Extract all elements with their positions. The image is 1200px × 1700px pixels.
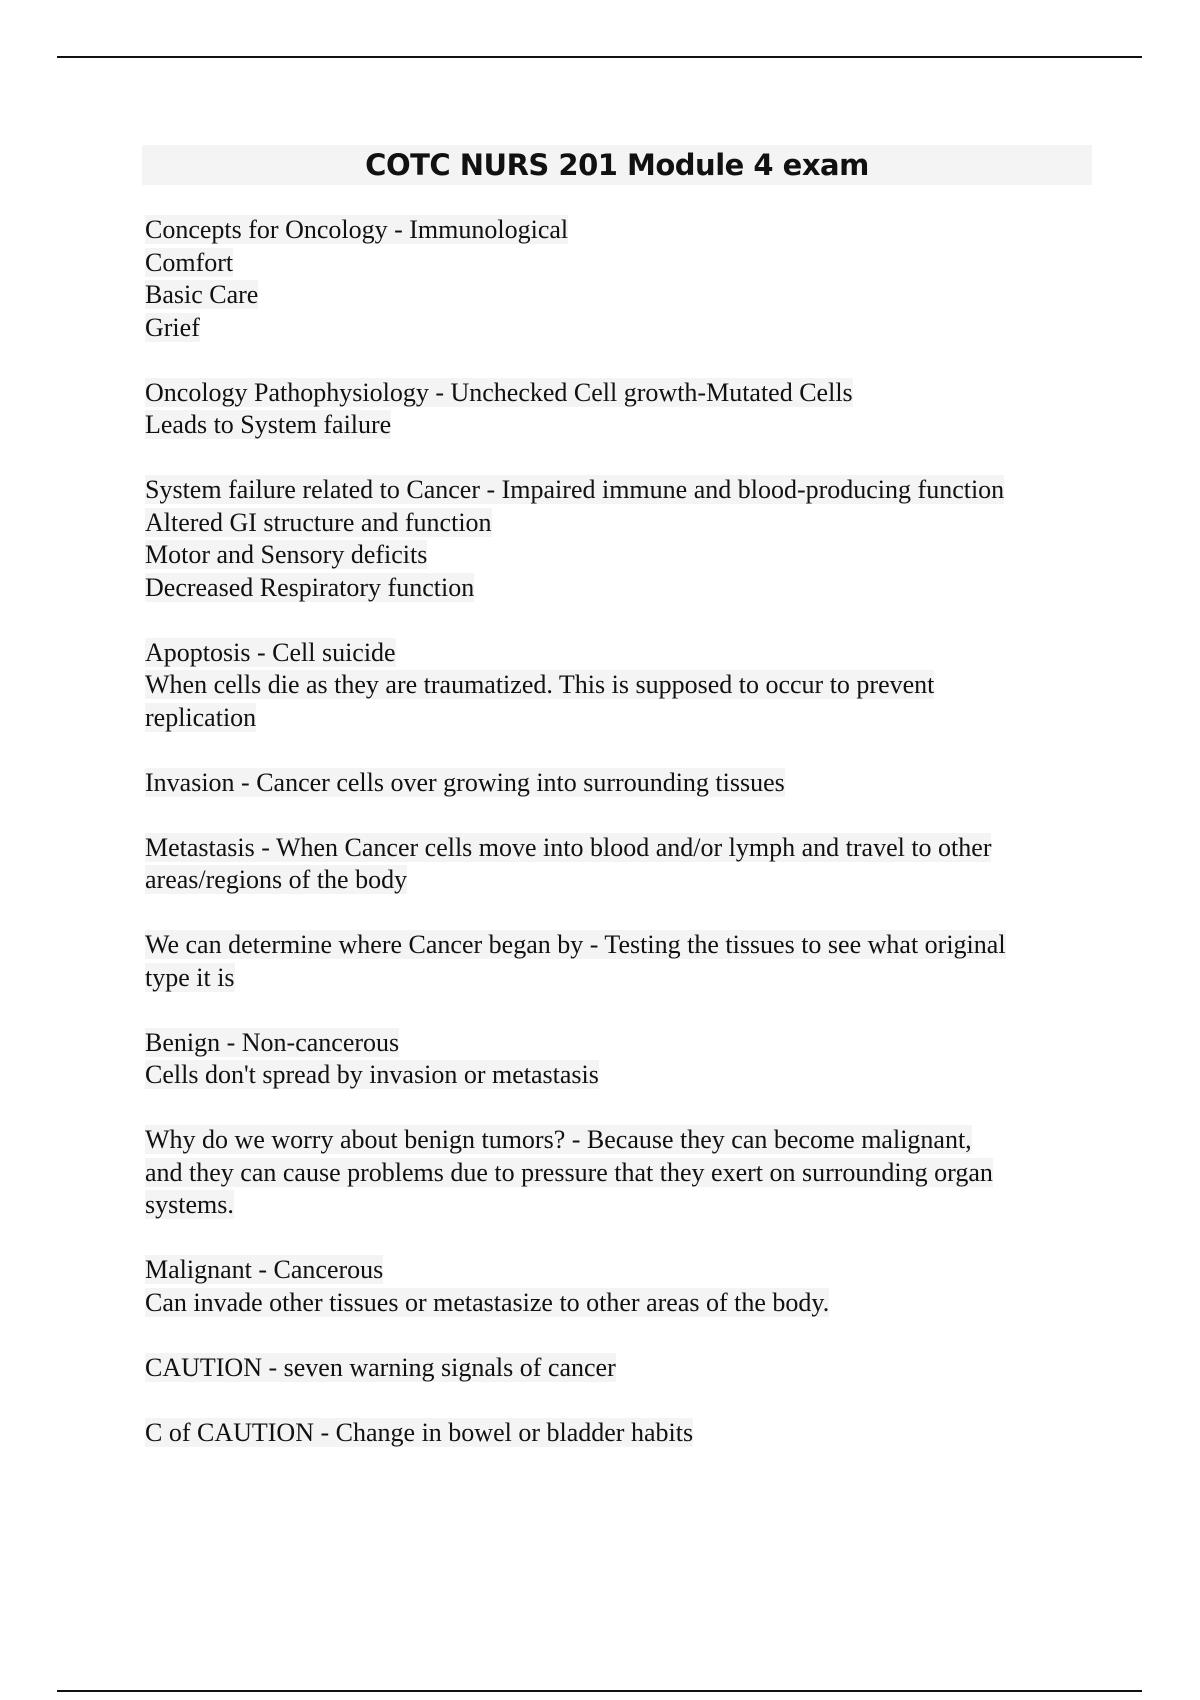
top-rule [57,56,1142,58]
entry-line: Metastasis - When Cancer cells move into blood and/or lymph and travel to other [145,832,992,862]
entry-line: areas/regions of the body [145,865,408,894]
entry-line: Why do we worry about benign tumors? - Because they can become malignant, [145,1125,972,1154]
entry-cancer-origin [145,929,1095,994]
entry-line: C of CAUTION - Change in bowel or bladder habits [145,1417,694,1447]
entry-line: We can determine where Cancer began by - Testing the tissues to see what original [145,930,1006,959]
entry-line: type it is [145,962,235,992]
entry-caution [145,1352,1095,1385]
entry-line: replication [145,702,257,732]
entry-line: Comfort [145,247,234,277]
entry-line: Apoptosis - Cell suicide [145,637,396,667]
entry-line: and they can cause problems due to pressure that they exert on surrounding organ [145,1157,993,1187]
entry-invasion [145,767,1095,800]
entry-line: When cells die as they are traumatized. This is supposed to occur to prevent [145,670,935,699]
entry-oncology-concepts [145,214,1095,344]
entry-line: Basic Care [145,280,259,309]
entry-line: Grief [145,312,200,342]
entry-malignant [145,1254,1095,1319]
entry-oncology-pathophysiology [145,377,1095,442]
entry-benign-tumors [145,1124,1095,1222]
entry-benign [145,1027,1095,1092]
title-bar [142,145,1092,185]
entry-line: Invasion - Cancer cells over growing into surrounding tissues [145,767,785,797]
entry-line: CAUTION - seven warning signals of cancer [145,1352,616,1382]
entry-line: Leads to System failure [145,410,392,439]
entry-line: Motor and Sensory deficits [145,540,428,569]
entry-line: Concepts for Oncology - Immunological [145,215,569,244]
entry-line: System failure related to Cancer - Impaired immune and blood-producing function [145,475,1005,504]
document-body [145,214,1095,1482]
entry-c-of-caution [145,1417,1095,1450]
bottom-rule [57,1690,1142,1692]
entry-line: Oncology Pathophysiology - Unchecked Cell growth-Mutated Cells [145,377,853,407]
entry-line: Cells don't spread by invasion or metastasis [145,1060,599,1089]
entry-line: Benign - Non-cancerous [145,1027,400,1057]
entry-metastasis [145,832,1095,897]
entry-system-failure [145,474,1095,604]
entry-line: Decreased Respiratory function [145,572,475,602]
entry-line: Malignant - Cancerous [145,1255,384,1284]
entry-line: systems. [145,1190,234,1219]
entry-apoptosis [145,637,1095,735]
document-title: COTC NURS 201 Module 4 exam [365,148,869,182]
entry-line: Can invade other tissues or metastasize to other areas of the body. [145,1287,830,1317]
entry-line: Altered GI structure and function [145,507,492,537]
